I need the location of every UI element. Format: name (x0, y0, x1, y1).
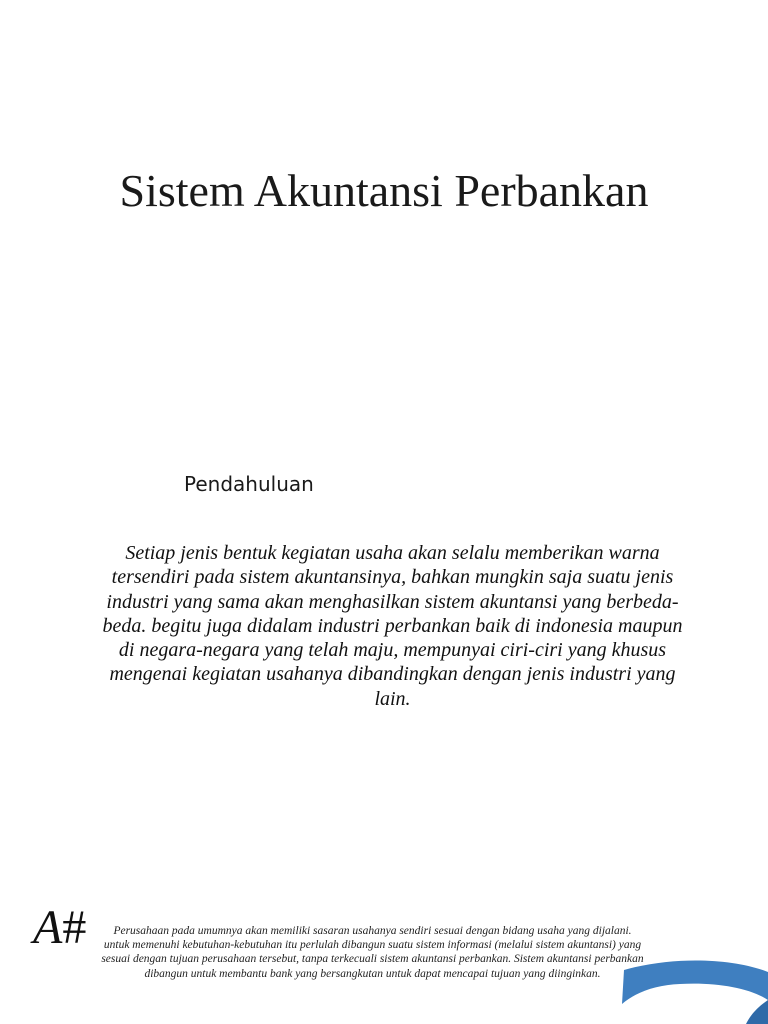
mark-letter: A (33, 901, 63, 954)
curl-shadow (746, 1000, 768, 1024)
intro-paragraph: Setiap jenis bentuk kegiatan usaha akan selalu memberikan warna tersendiri pada sistem akuntansinya, bahkan mungkin saja suatu jenis industri yang sama akan menghasilkan sistem akuntansi yang berbeda-beda. begitu juga didalam industri perbankan baik di indonesia maupun di negara-negara yang telah maju, mempunyai ciri-ciri yang khusus mengenai kegiatan usahanya dibandingkan dengan jenis industri yang lain. (102, 542, 683, 710)
mark-hash: # (62, 901, 87, 954)
document-title: Sistem Akuntansi Perbankan (119, 165, 649, 216)
decorative-a-hash-mark (33, 902, 86, 954)
section-heading: Pendahuluan (184, 472, 314, 496)
footnote-paragraph: Perusahaan pada umumnya akan memiliki sasaran usahanya sendiri sesuai dengan bidang usaha yang dijalani. untuk memenuhi kebutuhan-kebutuhan itu perlulah dibangun suatu sistem informasi (melalui sistem akuntansi) yang sesuai dengan tujuan perusahaan tersebut, tanpa terkecuali sistem akuntansi perbankan. Sistem akuntansi perbankan dibangun untuk membantu bank yang bersangkutan untuk dapat mencapai tujuan yang diinginkan. (101, 925, 644, 980)
